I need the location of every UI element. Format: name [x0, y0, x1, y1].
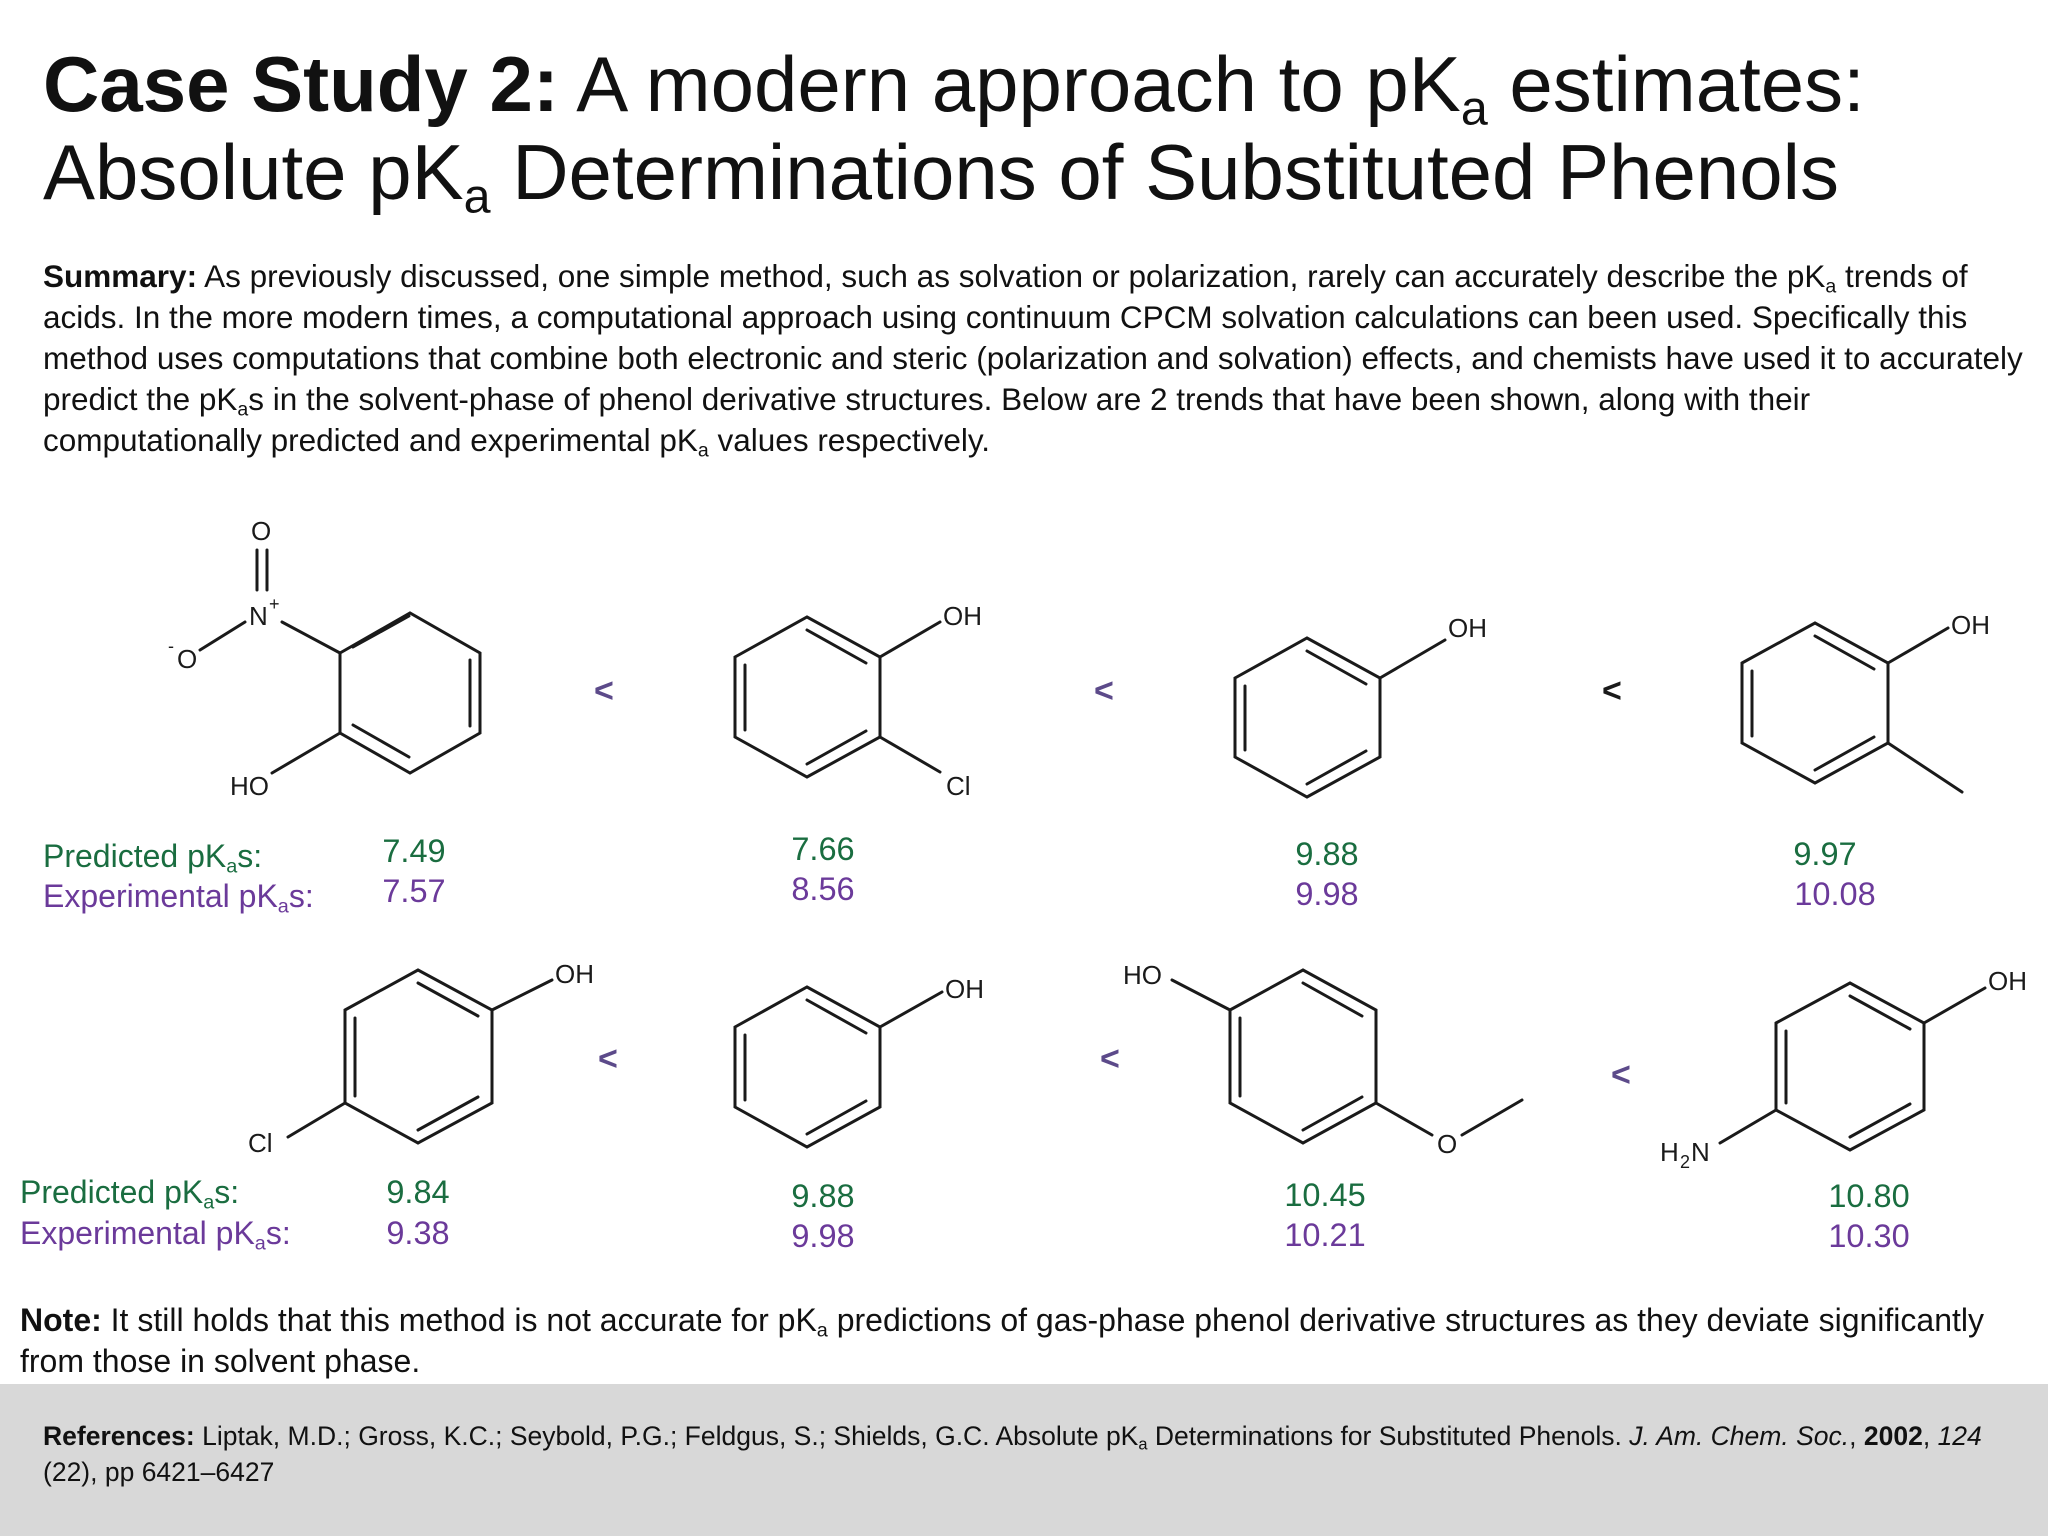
atom-o: O [1437, 1129, 1458, 1159]
atom-ho: HO [1123, 960, 1162, 990]
title-text-2: estimates: [1509, 40, 1865, 128]
predicted-label: Predicted $pK_as$: [43, 838, 263, 878]
title-subscript-2: a [463, 169, 491, 224]
experimental-label: Experimental $pK_as$: [43, 878, 314, 918]
title-text-4: Determinations of Substituted Phenols [512, 128, 1839, 216]
summary-sub-2: a [237, 398, 249, 421]
atom-oh: OH [1448, 613, 1487, 643]
benzene-ring [735, 987, 880, 1147]
molecule-phenol [1235, 613, 1487, 797]
references-authors: Liptak, M.D.; Gross, K.C.; Seybold, P.G.; Feldgus, S.; Shields, G.C. Absolute pK [202, 1421, 1139, 1451]
predicted-value: 10.45 [1284, 1177, 1366, 1213]
less-than-separator: < [1100, 1040, 1120, 1078]
predicted-value: 9.88 [791, 1178, 855, 1214]
atom-o-minus: O [177, 644, 198, 674]
experimental-value: 9.98 [791, 1218, 855, 1254]
predicted-value: 10.80 [1828, 1178, 1910, 1214]
experimental-value: 7.57 [382, 873, 446, 909]
atom-n: N [249, 601, 268, 631]
predicted-value: 7.49 [382, 833, 446, 869]
experimental-value: 8.56 [791, 871, 855, 907]
experimental-value: 10.30 [1828, 1218, 1910, 1254]
note-text-1: It still holds that this method is not accurate for pK [110, 1302, 817, 1338]
references-sub: a [1138, 1435, 1148, 1454]
summary-text-1: As previously discussed, one simple method, such as solvation or polarization, rarely can accurately describe the pK [204, 258, 1826, 294]
experimental-value: 9.98 [1295, 876, 1359, 912]
atom-cl: Cl [248, 1128, 273, 1158]
references-volume: 124 [1937, 1421, 1982, 1451]
summary-sub-3: a [697, 439, 709, 462]
atom-h2n-n: N [1691, 1137, 1710, 1167]
molecule-4-methoxyphenol [1123, 960, 1522, 1159]
less-than-separator: < [598, 1040, 618, 1078]
atom-cl: Cl [946, 771, 971, 801]
atom-oh: OH [555, 959, 594, 989]
experimental-value: 10.21 [1284, 1217, 1366, 1253]
summary-text-4: values respectively. [717, 422, 991, 458]
note-sub: a [816, 1319, 828, 1342]
experimental-label: Experimental $pK_as$: [20, 1215, 291, 1255]
summary-text-3: s in the solvent-phase of phenol derivative structures. Below are 2 trends that have been shown, along with their computationally predicted and experimental pK [43, 381, 1811, 458]
references-title: Determinations for Substituted Phenols. [1154, 1421, 1622, 1451]
less-than-separator: < [594, 672, 614, 710]
benzene-ring [1235, 638, 1380, 797]
benzene-ring [735, 617, 880, 777]
molecule-2-nitrophenol [168, 516, 480, 801]
experimental-value: 9.38 [386, 1215, 450, 1251]
molecule-phenol-2 [735, 974, 984, 1147]
atom-oh: OH [943, 601, 982, 631]
predicted-value: 7.66 [791, 831, 855, 867]
molecule-2-methylphenol [1742, 610, 1990, 792]
title-text-1: A modern approach to pK [576, 40, 1461, 128]
note-text-2: predictions of gas-phase phenol derivative structures as they deviate significantly from those in solvent phase. [20, 1302, 1984, 1379]
experimental-value: 10.08 [1794, 876, 1876, 912]
note-label: Note: [20, 1302, 102, 1338]
molecule-2-chlorophenol [735, 601, 982, 801]
title-text-3: Absolute pK [43, 128, 464, 216]
benzene-ring [340, 613, 480, 773]
atom-oh: OH [945, 974, 984, 1004]
charge-plus: + [269, 594, 280, 614]
predicted-value: 9.97 [1793, 836, 1857, 872]
charge-minus: - [168, 636, 174, 656]
note-paragraph [20, 1300, 2020, 1382]
references-journal: J. Am. Chem. Soc. [1629, 1421, 1850, 1451]
less-than-separator: < [1602, 672, 1622, 710]
summary-sub-1: a [1825, 275, 1837, 298]
predicted-value: 9.84 [386, 1174, 450, 1210]
references-pages: (22), pp 6421–6427 [43, 1457, 275, 1487]
benzene-ring [1742, 623, 1888, 783]
atom-h2n-h: H [1660, 1137, 1679, 1167]
references-label: References: [43, 1421, 195, 1451]
atom-ho: HO [230, 771, 269, 801]
atom-oh: OH [1951, 610, 1990, 640]
atom-h2n-2: 2 [1680, 1152, 1691, 1172]
title-case-study: Case Study 2: [43, 40, 559, 128]
predicted-value: 9.88 [1295, 836, 1359, 872]
atom-oh: OH [1988, 966, 2027, 996]
benzene-ring [345, 970, 492, 1143]
predicted-label: Predicted $pK_as$: [20, 1174, 240, 1214]
benzene-ring [1776, 983, 1924, 1150]
molecule-4-aminophenol [1660, 966, 2027, 1172]
less-than-separator: < [1094, 672, 1114, 710]
atom-o: O [251, 516, 272, 546]
summary-text-2: trends of acids. In the more modern times, a computational approach using continuum CPCM solvation calculations can been used. Specifically this method uses computations that combine both electronic and steric (polarization and solvation) effects, and chemists have used it to accurately predict the pK [43, 258, 2023, 417]
benzene-ring [1230, 970, 1376, 1143]
summary-label: Summary: [43, 258, 198, 294]
title-subscript: a [1460, 81, 1488, 136]
less-than-separator: < [1611, 1056, 1631, 1094]
references-text: References: Liptak, M.D.; Gross, K.C.; Seybold, P.G.; Feldgus, S.; Shields, G.C. Absolute $pK_a$ Determinations for Substituted Phenols. J. Am. Chem. Soc., 2002, 124 (22), pp 6421–6427 [43, 1421, 1982, 1487]
molecule-4-chlorophenol [248, 959, 594, 1158]
references-year: 2002 [1863, 1421, 1923, 1451]
